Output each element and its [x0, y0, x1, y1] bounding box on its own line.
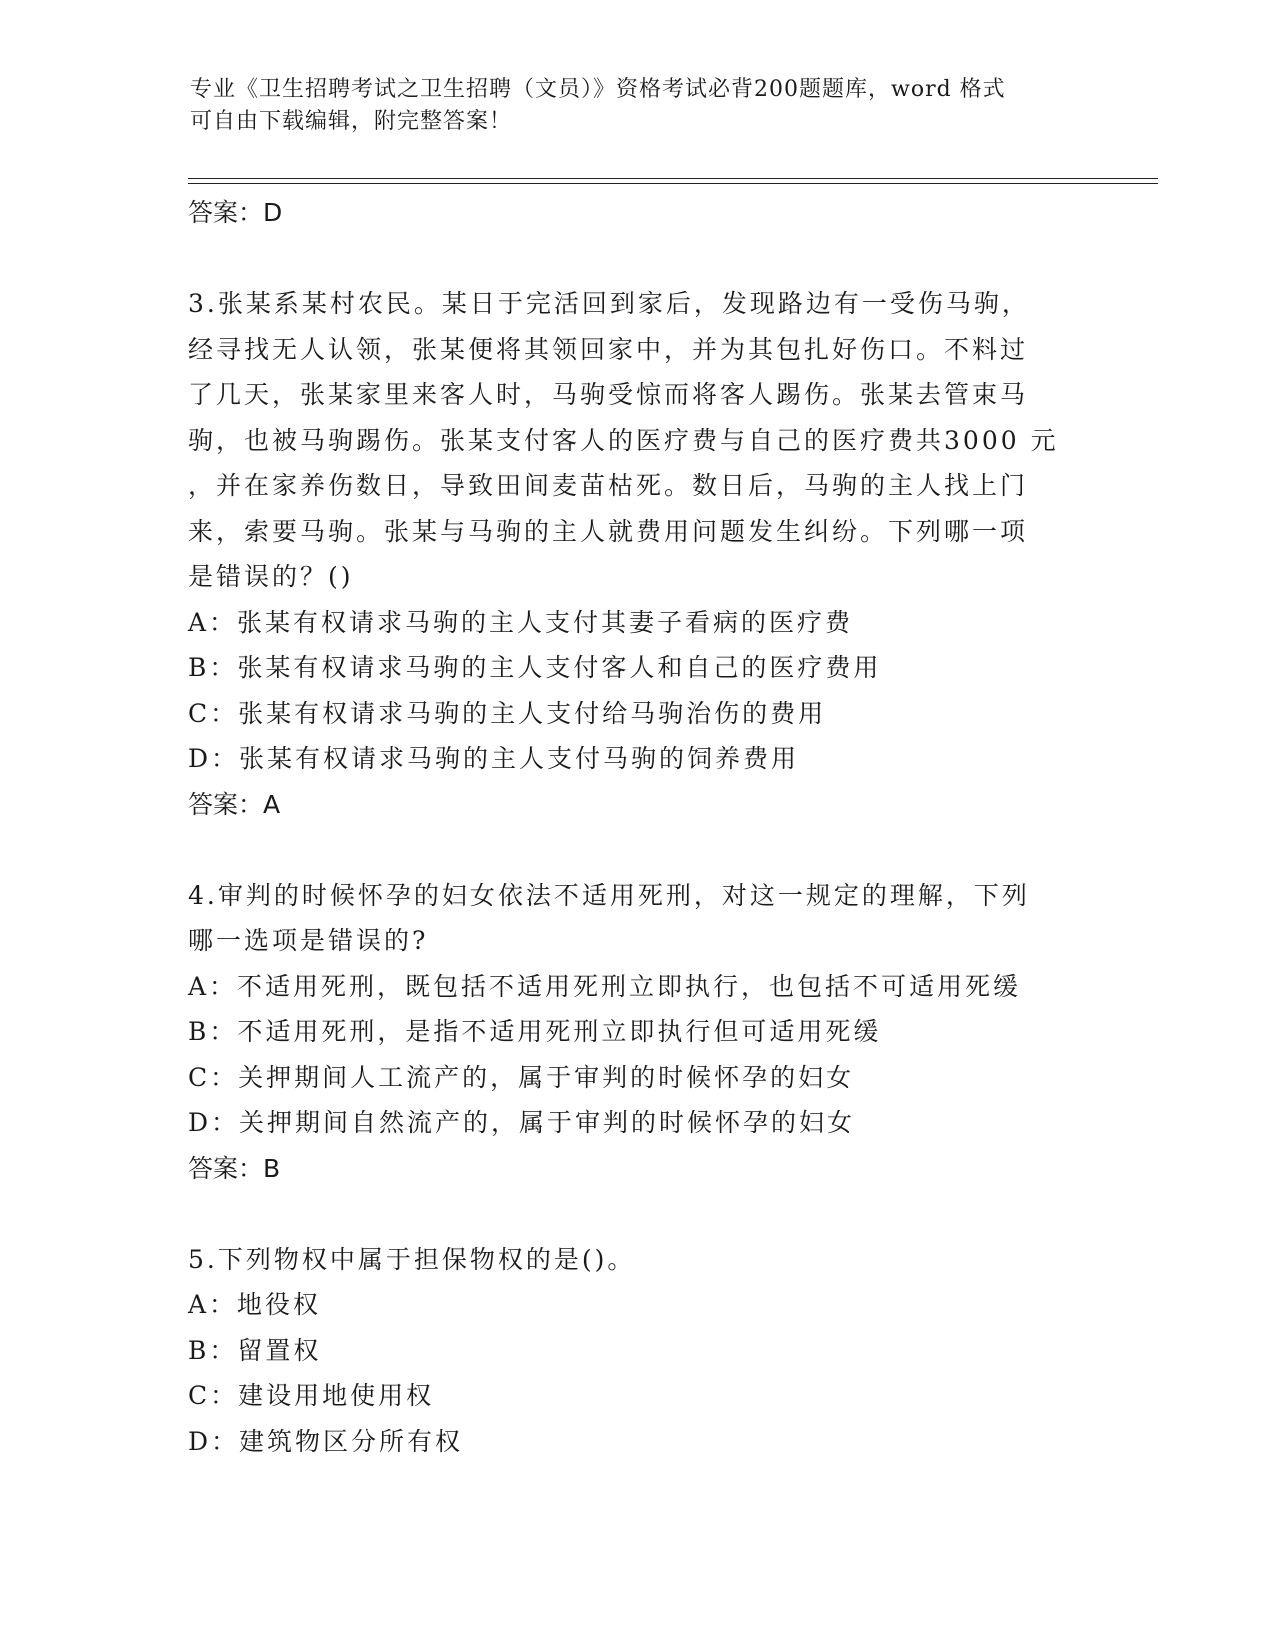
answer-q4: 答案：B: [188, 1153, 281, 1183]
question-4-option-d: D：关押期间自然流产的，属于审判的时候怀孕的妇女: [188, 1108, 856, 1137]
question-5-stem-line-1: 5.下列物权中属于担保物权的是()。: [188, 1244, 636, 1274]
question-3-option-c: C：张某有权请求马驹的主人支付给马驹治伤的费用: [188, 698, 827, 728]
question-3-option-d: D：张某有权请求马驹的主人支付马驹的饲养费用: [188, 744, 800, 773]
question-3: [188, 281, 1088, 782]
question-4-option-a: A：不适用死刑，既包括不适用死刑立即执行，也包括不可适用死缓: [188, 971, 1022, 1001]
question-4-stem-line-2: 哪一选项是错误的?: [188, 926, 429, 955]
question-3-option-b: B：张某有权请求马驹的主人支付客人和自己的医疗费用: [188, 653, 882, 682]
question-5-option-a: A：地役权: [188, 1290, 322, 1319]
question-5-option-d: D：建筑物区分所有权: [188, 1426, 464, 1456]
question-5-option-b: B：留置权: [188, 1335, 322, 1365]
document-header: [190, 74, 1090, 138]
document-body: [188, 190, 1088, 1464]
question-3-option-a: A：张某有权请求马驹的主人支付其妻子看病的医疗费: [188, 607, 854, 637]
question-3-stem-line-2: 经寻找无人认领，张某便将其领回家中，并为其包扎好伤口。不料过: [188, 334, 1029, 364]
answer-q3: 答案：A: [188, 789, 281, 819]
question-4-stem-line-1: 4.审判的时候怀孕的妇女依法不适用死刑，对这一规定的理解，下列: [188, 880, 1030, 910]
question-4: [188, 873, 1088, 1146]
question-3-stem-line-1: 3.张某系某村农民。某日于完活回到家后，发现路边有一受伤马驹，: [188, 289, 1030, 318]
question-3-stem-line-3: 了几天，张某家里来客人时，马驹受惊而将客人踢伤。张某去管束马: [188, 380, 1029, 409]
header-divider-bottom: [188, 183, 1158, 184]
question-5-option-c: C：建设用地使用权: [188, 1381, 435, 1410]
question-3-stem-line-6: 来，索要马驹。张某与马驹的主人就费用问题发生纠纷。下列哪一项: [188, 516, 1029, 546]
answer-q2: 答案：D: [188, 198, 283, 227]
header-divider-top: [188, 178, 1158, 179]
question-4-option-b: B：不适用死刑，是指不适用死刑立即执行但可适用死缓: [188, 1017, 882, 1046]
question-3-stem-line-7: 是错误的？(): [188, 562, 354, 591]
question-5: [188, 1237, 1088, 1465]
header-line-2: 可自由下载编辑，附完整答案！: [190, 109, 513, 134]
question-3-stem-line-4: 驹，也被马驹踢伤。张某支付客人的医疗费与自己的医疗费共3000 元: [188, 425, 1059, 455]
question-4-option-c: C：关押期间人工流产的，属于审判的时候怀孕的妇女: [188, 1062, 855, 1092]
header-line-1: 专业《卫生招聘考试之卫生招聘（文员）》资格考试必背200题题库，word 格式: [190, 77, 1006, 102]
question-3-stem-line-5: ，并在家养伤数日，导致田间麦苗枯死。数日后，马驹的主人找上门: [188, 471, 1029, 500]
